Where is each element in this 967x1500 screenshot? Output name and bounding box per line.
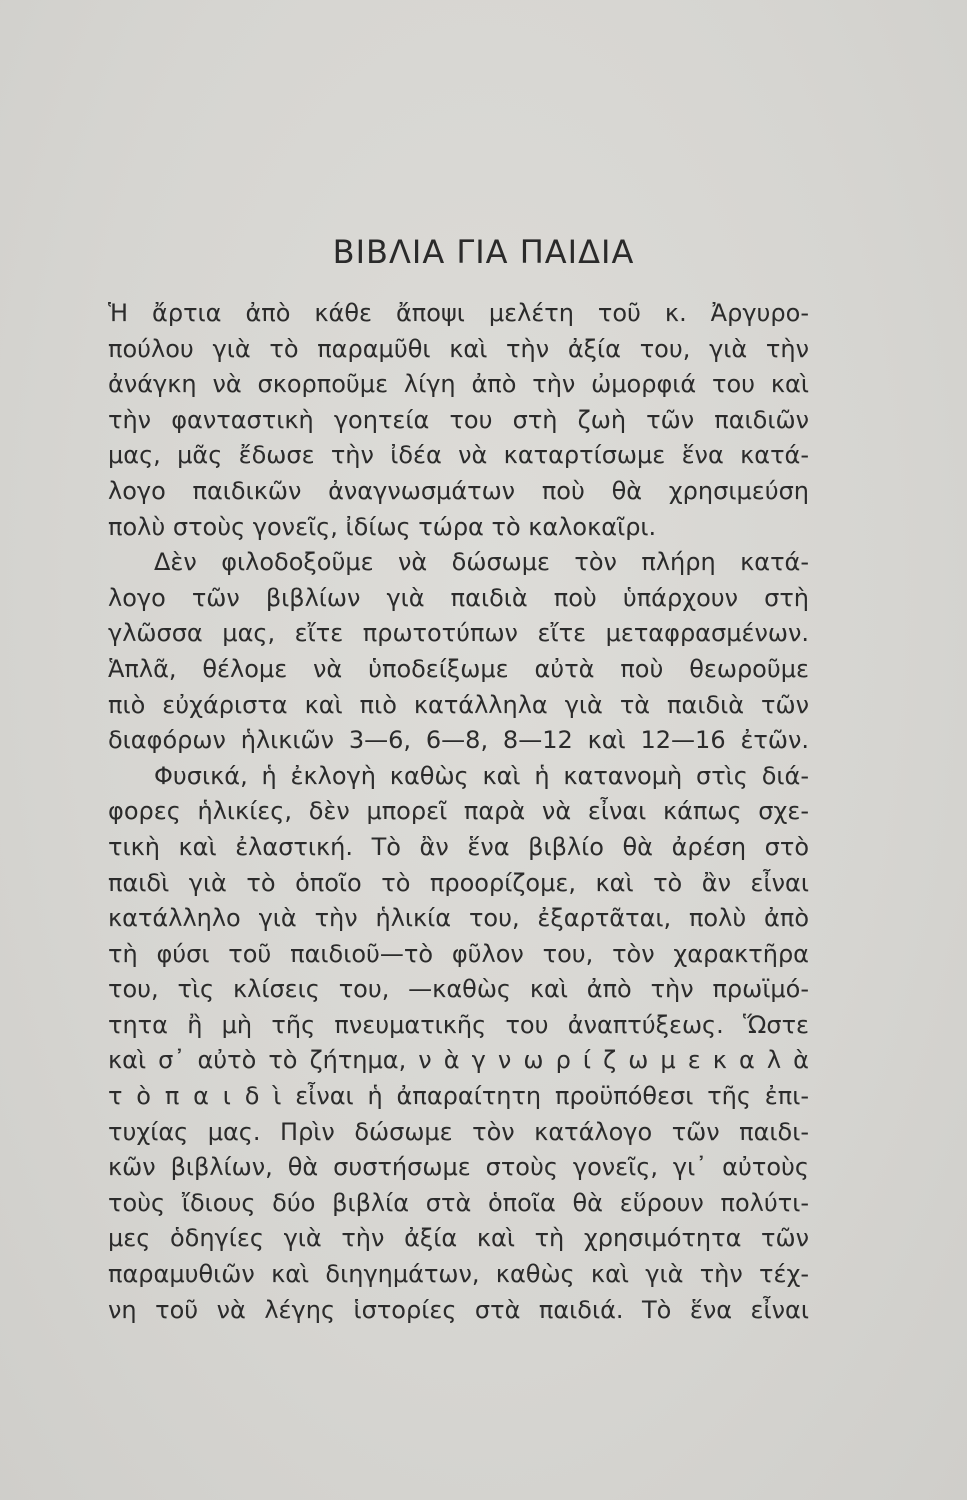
text-line: κῶν βιβλίων, θὰ συστήσωμε στοὺς γονεῖς, γι᾿ αὐτοὺς bbox=[108, 1153, 809, 1182]
text-line: τ ὸ π α ι δ ὶ εἶναι ἡ ἀπαραίτητη προϋπόθεσι τῆς ἐπι- bbox=[108, 1082, 809, 1111]
text-line: παιδὶ γιὰ τὸ ὁποῖο τὸ προορίζομε, καὶ τὸ ἂν εἶναι bbox=[108, 868, 809, 897]
text-line: τυχίας μας. Πρὶν δώσωμε τὸν κατάλογο τῶν παιδι- bbox=[108, 1117, 809, 1146]
text-line: λογο παιδικῶν ἀναγνωσμάτων ποὺ θὰ χρησιμεύση bbox=[108, 476, 809, 505]
text-line: Φυσικά, ἡ ἐκλογὴ καθὼς καὶ ἡ κατανομὴ στὶς διά- bbox=[154, 761, 809, 790]
text-line: γλῶσσα μας, εἴτε πρωτοτύπων εἴτε μεταφρασμένων. bbox=[108, 619, 809, 648]
text-line: Ἡ ἄρτια ἀπὸ κάθε ἄποψι μελέτη τοῦ κ. Ἀργυρο- bbox=[108, 299, 809, 327]
text-line: πούλου γιὰ τὸ παραμῦθι καὶ τὴν ἀξία του, γιὰ τὴν bbox=[108, 334, 809, 363]
text-line: λογο τῶν βιβλίων γιὰ παιδιὰ ποὺ ὑπάρχουν στὴ bbox=[108, 583, 809, 612]
text-line: πιὸ εὐχάριστα καὶ πιὸ κατάλληλα γιὰ τὰ παιδιὰ τῶν bbox=[108, 690, 809, 719]
text-line: τητα ἢ μὴ τῆς πνευματικῆς του ἀναπτύξεως. Ὥστε bbox=[108, 1010, 809, 1039]
page-title: ΒΙΒΛΙΑ ΓΙΑ ΠΑΙΔΙΑ bbox=[332, 233, 635, 272]
text-line: τὴ φύσι τοῦ παιδιοῦ—τὸ φῦλον του, τὸν χαρακτῆρα bbox=[108, 939, 809, 968]
body-text bbox=[108, 296, 809, 1328]
text-line: μες ὁδηγίες γιὰ τὴν ἀξία καὶ τὴ χρησιμότητα τῶν bbox=[108, 1224, 809, 1253]
text-line: διαφόρων ἡλικιῶν 3—6, 6—8, 8—12 καὶ 12—16 ἐτῶν. bbox=[108, 726, 809, 755]
text-line: του, τὶς κλίσεις του, —καθὼς καὶ ἀπὸ τὴν πρωϊμό- bbox=[108, 975, 809, 1004]
text-line: καὶ σ᾿ αὐτὸ τὸ ζήτημα, ν ὰ γ ν ω ρ ί ζ ω μ ε κ α λ ὰ bbox=[108, 1046, 809, 1075]
text-line: τοὺς ἴδιους δύο βιβλία στὰ ὁποῖα θὰ εὕρουν πολύτι- bbox=[108, 1188, 809, 1217]
text-line: Ἁπλᾶ, θέλομε νὰ ὑποδείξωμε αὐτὰ ποὺ θεωροῦμε bbox=[108, 654, 809, 683]
text-line: μας, μᾶς ἔδωσε τὴν ἰδέα νὰ καταρτίσωμε ἕνα κατά- bbox=[108, 441, 809, 470]
text-line: τικὴ καὶ ἐλαστική. Τὸ ἂν ἕνα βιβλίο θὰ ἀρέση στὸ bbox=[108, 832, 809, 861]
text-line: ἀνάγκη νὰ σκορποῦμε λίγη ἀπὸ τὴν ὠμορφιά του καὶ bbox=[108, 370, 809, 399]
text-line: πολὺ στοὺς γονεῖς, ἰδίως τώρα τὸ καλοκαῖρι. bbox=[108, 512, 657, 541]
text-line: Δὲν φιλοδοξοῦμε νὰ δώσωμε τὸν πλήρη κατά- bbox=[154, 548, 809, 577]
text-line: νη τοῦ νὰ λέγης ἱστορίες στὰ παιδιά. Τὸ ἕνα εἶναι bbox=[108, 1295, 809, 1324]
text-line: φορες ἡλικίες, δὲν μπορεῖ παρὰ νὰ εἶναι κάπως σχε- bbox=[108, 797, 809, 826]
text-line: κατάλληλο γιὰ τὴν ἡλικία του, ἐξαρτᾶται, πολὺ ἀπὸ bbox=[108, 904, 809, 933]
text-line: τὴν φανταστικὴ γοητεία του στὴ ζωὴ τῶν παιδιῶν bbox=[108, 405, 809, 434]
text-line: παραμυθιῶν καὶ διηγημάτων, καθὼς καὶ γιὰ τὴν τέχ- bbox=[108, 1260, 809, 1289]
